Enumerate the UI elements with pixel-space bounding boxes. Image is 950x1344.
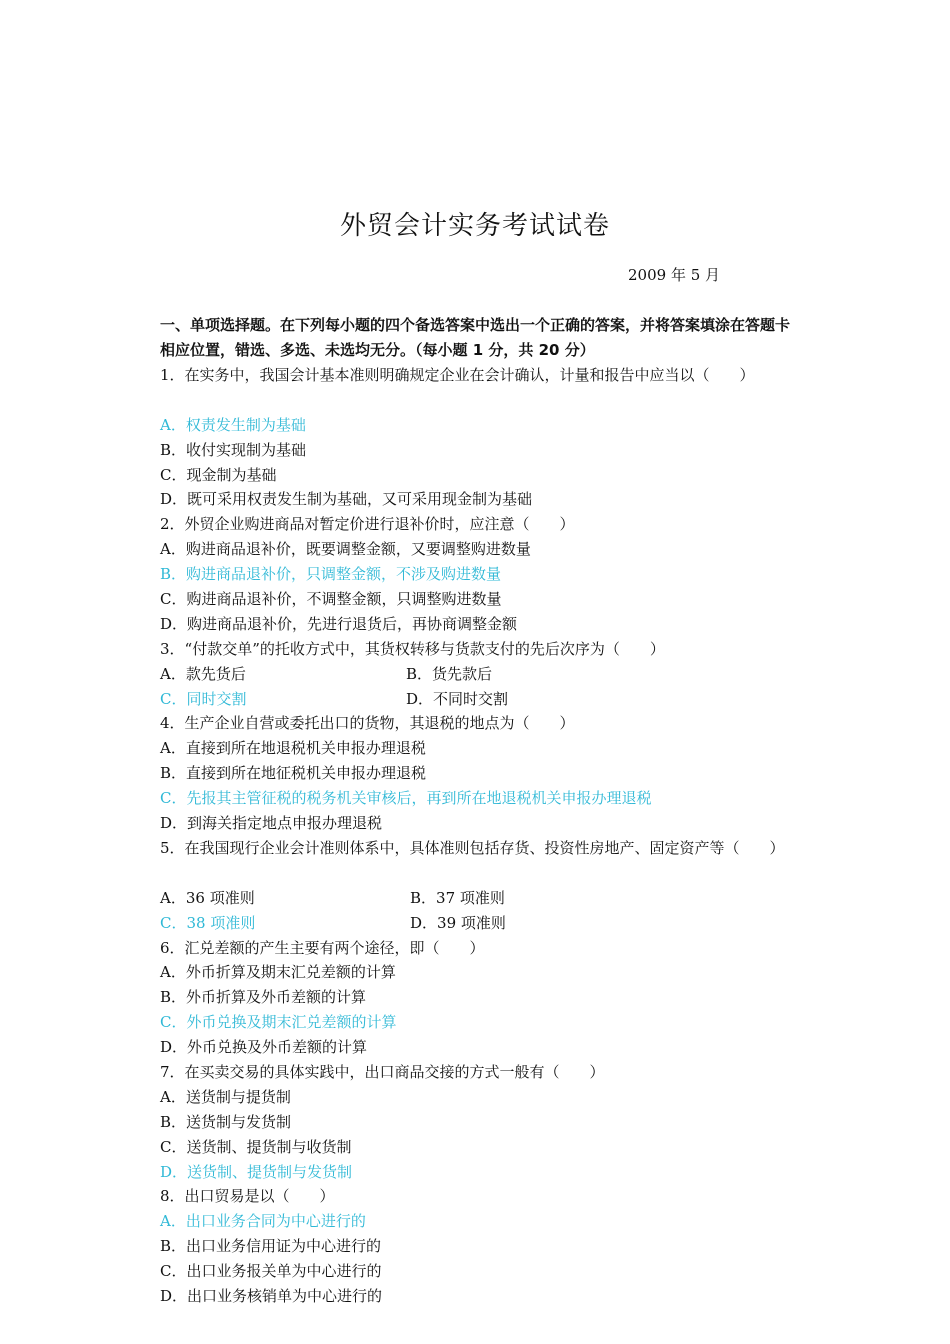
option: A．直接到所在地退税机关申报办理退税 [160,739,426,758]
option: C．购进商品退补价，不调整金额，只调整购进数量 [160,590,502,609]
option: A．购进商品退补价，既要调整金额，又要调整购进数量 [160,540,531,559]
option: D．外币兑换及外币差额的计算 [160,1038,368,1057]
document-title: 外贸会计实务考试试卷 [339,211,610,241]
option-row [160,911,800,936]
option-correct: A．权责发生制为基础 [160,415,306,434]
question-stem: 1．在实务中，我国会计基本准则明确规定企业在会计确认，计量和报告中应当以（ ） [160,366,755,384]
option-row [160,886,800,911]
question-stem: 4．生产企业自营或委托出口的货物，其退税的地点为（ ） [160,714,575,733]
option-correct: C．38 项准则 [160,913,256,932]
option: A．款先货后 [160,664,246,683]
section-heading: 一、单项选择题。在下列每小题的四个备选答案中选出一个正确的答案，并将答案填涂在答题卡相应位置，错选、多选、未选均无分。（每小题 1 分，共 20 分） [160,316,791,359]
option: B．出口业务信用证为中心进行的 [160,1237,382,1256]
question-stem: 3．“付款交单”的托收方式中，其货权转移与货款支付的先后次序为（ ） [160,639,665,658]
option: B．37 项准则 [410,888,505,907]
option: C．送货制、提货制与收货制 [160,1137,352,1156]
option: B．货先款后 [406,664,493,683]
option: A．36 项准则 [160,888,255,907]
option: A．送货制与提货制 [160,1087,291,1106]
question-stem: 2．外贸企业购进商品对暂定价进行退补价时，应注意（ ） [160,515,575,534]
option-row [160,662,800,687]
option: A．外币折算及期末汇兑差额的计算 [160,963,396,982]
option: D．购进商品退补价，先进行退货后，再协商调整金额 [160,614,518,633]
option: D．到海关指定地点申报办理退税 [160,814,383,833]
option-correct: C．先报其主管征税的税务机关审核后，再到所在地退税机关申报办理退税 [160,789,652,808]
exam-date: 2009 年 5 月 [628,266,721,284]
option: D．39 项准则 [410,913,506,932]
option-row [160,687,800,712]
option: D．出口业务核销单为中心进行的 [160,1286,383,1305]
question-list [160,363,800,1309]
question-stem: 5．在我国现行企业会计准则体系中，具体准则包括存货、投资性房地产、固定资产等（ ） [160,838,785,857]
option: D．不同时交割 [406,689,509,708]
option-correct: D．送货制、提货制与发货制 [160,1162,353,1181]
option: D．既可采用权责发生制为基础，又可采用现金制为基础 [160,490,533,509]
option: B．收付实现制为基础 [160,440,307,459]
option-correct: A．出口业务合同为中心进行的 [160,1212,366,1231]
question-stem: 8．出口贸易是以（ ） [160,1187,335,1206]
question-stem: 7．在买卖交易的具体实践中，出口商品交接的方式一般有（ ） [160,1062,605,1081]
option-correct: C．同时交割 [160,689,247,708]
option: B．直接到所在地征税机关申报办理退税 [160,764,427,783]
option-correct: B．购进商品退补价，只调整金额，不涉及购进数量 [160,565,502,584]
option: C．出口业务报关单为中心进行的 [160,1262,382,1281]
question-stem: 6．汇兑差额的产生主要有两个途径，即（ ） [160,938,485,957]
option: B．外币折算及外币差额的计算 [160,988,367,1007]
option: C．现金制为基础 [160,465,277,484]
option-correct: C．外币兑换及期末汇兑差额的计算 [160,1013,397,1032]
option: B．送货制与发货制 [160,1112,292,1131]
